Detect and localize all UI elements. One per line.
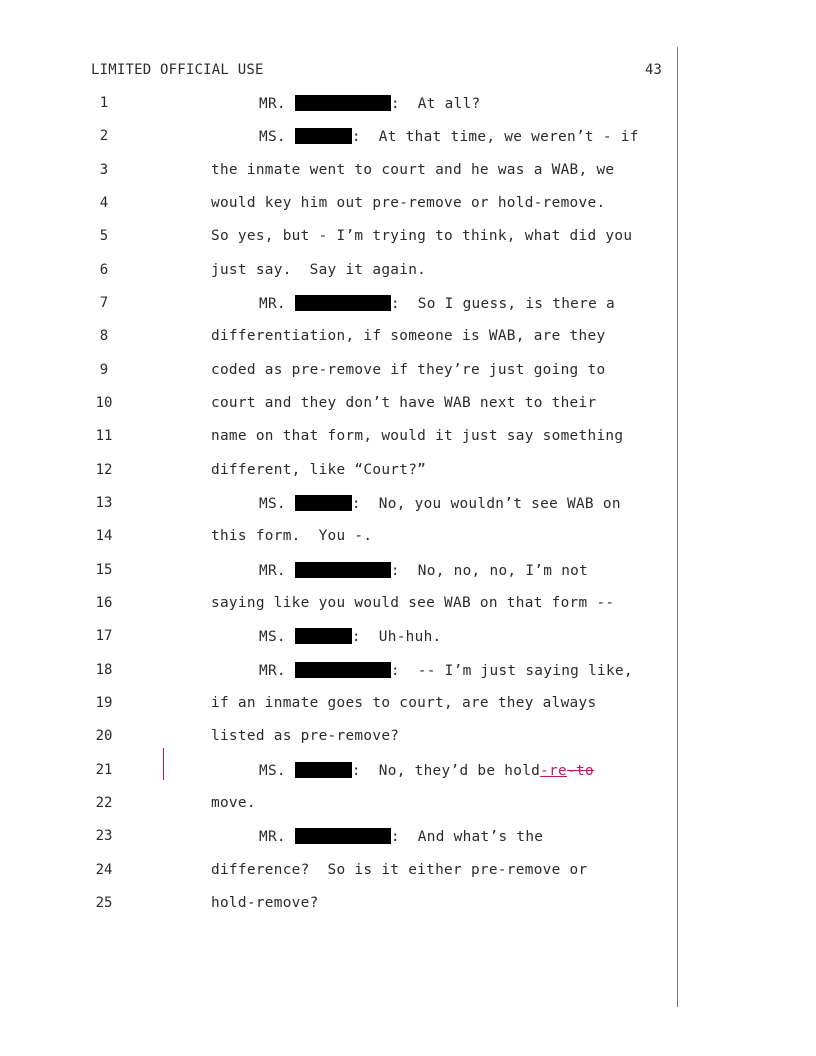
line-number: 16 <box>95 594 113 611</box>
spoken-text: just say. Say it again. <box>211 261 427 278</box>
line-number: 5 <box>99 228 109 245</box>
line-number: 10 <box>95 394 113 411</box>
line-number: 23 <box>95 828 113 845</box>
transcript-line <box>0 195 816 219</box>
transcript-line <box>0 295 816 319</box>
spoken-text: : Uh-huh. <box>351 629 442 646</box>
speaker-line <box>259 128 639 145</box>
header-classification: LIMITED OFFICIAL USE <box>91 62 264 78</box>
transcript-line <box>0 528 816 552</box>
line-number: 11 <box>95 428 113 445</box>
transcript-text <box>211 695 596 711</box>
spoken-text: name on that form, would it just say something <box>211 428 624 445</box>
speaker-title: MS. <box>259 762 286 779</box>
line-number: 25 <box>95 894 113 911</box>
transcript-line <box>0 695 816 719</box>
line-number: 2 <box>99 128 109 145</box>
transcript-line <box>0 95 816 119</box>
spoken-text: saying like you would see WAB on that form -- <box>211 594 615 611</box>
spoken-text: court and they don’t have WAB next to their <box>211 394 597 411</box>
line-number: 6 <box>99 261 109 278</box>
transcript-text <box>211 362 605 378</box>
transcript-text <box>211 195 605 211</box>
spoken-text: : No, they’d be hold <box>351 762 541 779</box>
transcript-text <box>211 862 587 878</box>
transcript-line <box>0 228 816 252</box>
speaker-title: MR. <box>259 829 286 846</box>
speaker-line <box>259 762 594 779</box>
transcript-line <box>0 428 816 452</box>
line-number: 20 <box>95 728 113 745</box>
spoken-text: if an inmate goes to court, are they always <box>211 694 597 711</box>
transcript-text <box>211 428 623 444</box>
tracked-insertion: -re <box>540 762 568 779</box>
transcript-text <box>211 462 426 478</box>
line-number: 14 <box>95 528 113 545</box>
spoken-text: So yes, but - I’m trying to think, what did you <box>211 228 633 245</box>
transcript-line <box>0 628 816 652</box>
speaker-line <box>259 295 615 312</box>
line-number: 19 <box>95 694 113 711</box>
line-number: 3 <box>99 161 109 178</box>
line-number: 18 <box>95 661 113 678</box>
transcript-line <box>0 662 816 686</box>
transcript-line <box>0 162 816 186</box>
spoken-text: coded as pre-remove if they’re just going to <box>211 361 606 378</box>
line-number: 12 <box>95 461 113 478</box>
spoken-text: would key him out pre-remove or hold-remove. <box>211 194 606 211</box>
speaker-title: MR. <box>259 662 286 679</box>
redaction-box <box>295 495 352 511</box>
transcript-line <box>0 328 816 352</box>
spoken-text: hold-remove? <box>211 894 319 911</box>
spoken-text: differentiation, if someone is WAB, are they <box>211 328 606 345</box>
spoken-text: : No, no, no, I’m not <box>390 562 589 579</box>
redaction-box <box>295 762 352 778</box>
speaker-line <box>259 95 481 112</box>
line-number: 24 <box>95 861 113 878</box>
line-number: 15 <box>95 561 113 578</box>
spoken-text: : At all? <box>390 96 481 112</box>
transcript-line <box>0 828 816 852</box>
speaker-title: MS. <box>259 629 286 646</box>
spoken-text: listed as pre-remove? <box>211 728 400 745</box>
spoken-text: : And what’s the <box>390 829 544 846</box>
spoken-text: : No, you wouldn’t see WAB on <box>351 495 621 512</box>
redaction-box <box>295 828 391 844</box>
line-number: 9 <box>99 361 109 378</box>
line-number: 4 <box>99 194 109 211</box>
transcript-text <box>211 595 614 611</box>
speaker-title: MS. <box>259 129 286 146</box>
transcript-line <box>0 562 816 586</box>
transcript-line <box>0 762 816 786</box>
transcript-text <box>211 895 319 911</box>
speaker-title: MR. <box>259 562 286 579</box>
spoken-text: move. <box>211 794 256 811</box>
page-number: 43 <box>645 62 662 78</box>
redaction-box <box>295 295 391 311</box>
speaker-line <box>259 562 588 579</box>
transcript-line <box>0 128 816 152</box>
transcript-text <box>211 795 256 811</box>
transcript-text <box>211 228 632 244</box>
speaker-line <box>259 828 543 845</box>
transcript-line <box>0 862 816 886</box>
line-number: 7 <box>99 294 109 311</box>
line-number: 13 <box>95 494 113 511</box>
transcript-text <box>211 528 372 544</box>
redaction-box <box>295 662 391 678</box>
transcript-line <box>0 362 816 386</box>
speaker-line <box>259 662 633 679</box>
line-number: 8 <box>99 328 109 345</box>
redaction-box <box>295 562 391 578</box>
spoken-text: different, like “Court?” <box>211 461 427 478</box>
transcript-line <box>0 495 816 519</box>
spoken-text: the inmate went to court and he was a WAB, we <box>211 161 615 178</box>
transcript-text <box>211 162 614 178</box>
transcript-line <box>0 262 816 286</box>
line-number: 21 <box>95 761 113 778</box>
transcript-line <box>0 728 816 752</box>
transcript-line <box>0 895 816 919</box>
redaction-box <box>295 95 391 111</box>
speaker-line <box>259 495 621 512</box>
transcript-text <box>211 262 426 278</box>
spoken-text: : -- I’m just saying like, <box>390 662 633 679</box>
speaker-title: MR. <box>259 295 286 312</box>
spoken-text: this form. You -. <box>211 528 373 545</box>
transcript-text <box>211 395 596 411</box>
tracked-deletion: -to <box>567 762 594 779</box>
transcript-line <box>0 462 816 486</box>
speaker-title: MS. <box>259 495 286 512</box>
line-number: 22 <box>95 794 113 811</box>
redaction-box <box>295 628 352 644</box>
speaker-line <box>259 628 442 645</box>
line-number: 17 <box>95 628 113 645</box>
transcript-text <box>211 728 399 744</box>
line-number: 1 <box>99 95 109 111</box>
redaction-box <box>295 128 352 144</box>
spoken-text: : At that time, we weren’t - if <box>351 129 639 146</box>
transcript-text <box>211 328 605 344</box>
spoken-text: : So I guess, is there a <box>390 295 615 312</box>
transcript-line <box>0 795 816 819</box>
speaker-title: MR. <box>259 96 286 112</box>
spoken-text: difference? So is it either pre-remove or <box>211 861 588 878</box>
transcript-line <box>0 395 816 419</box>
transcript-line <box>0 595 816 619</box>
